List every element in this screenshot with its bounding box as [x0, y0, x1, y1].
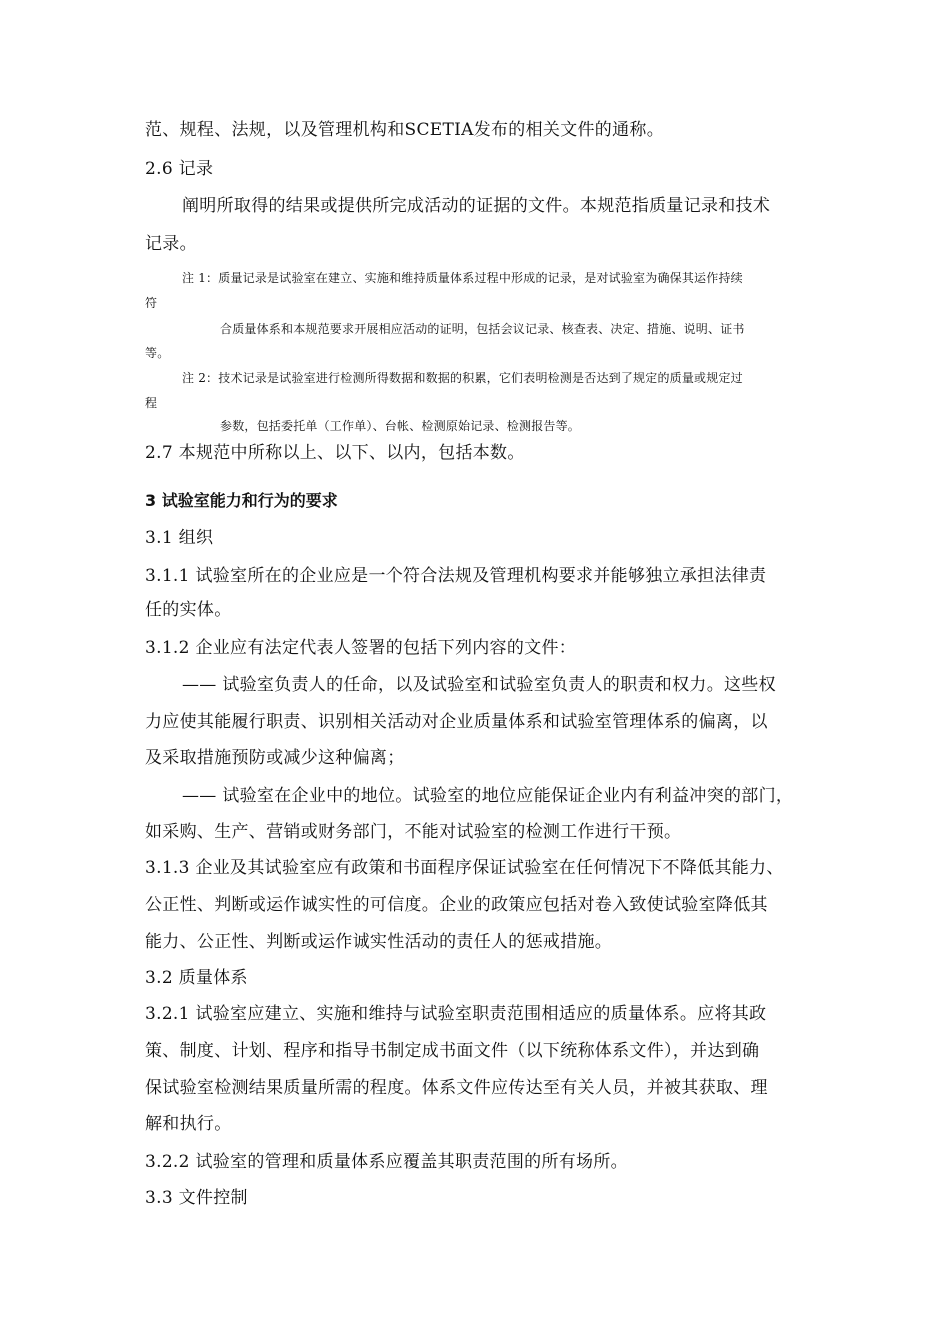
- note-line: 程: [145, 396, 158, 410]
- clause-line: 2.7 本规范中所称以上、以下、以内，包括本数。: [145, 443, 525, 463]
- text-line: 如采购、生产、营销或财务部门，不能对试验室的检测工作进行干预。: [145, 822, 682, 842]
- text-line: 任的实体。: [145, 600, 232, 620]
- note-line: 注 2：技术记录是试验室进行检测所得数据和数据的积累，它们表明检测是否达到了规定的质量或规定过: [182, 371, 743, 385]
- text-line: 阐明所取得的结果或提供所完成活动的证据的文件。本规范指质量记录和技术: [182, 196, 771, 216]
- text-line: 记录。: [145, 234, 197, 254]
- text-line: 3.1.3 企业及其试验室应有政策和书面程序保证试验室在任何情况下不降低其能力、: [145, 858, 784, 878]
- text-line: 及采取措施预防或减少这种偏离；: [145, 748, 405, 768]
- section-heading: 3 试验室能力和行为的要求: [145, 491, 338, 510]
- text-line: 保试验室检测结果质量所需的程度。体系文件应传达至有关人员，并被其获取、理: [145, 1078, 768, 1098]
- note-line: 符: [145, 296, 158, 310]
- note-line: 参数，包括委托单（工作单）、台帐、检测原始记录、检测报告等。: [220, 419, 581, 433]
- text-line: 3.1.2 企业应有法定代表人签署的包括下列内容的文件：: [145, 638, 577, 658]
- clause-heading: 3.2 质量体系: [145, 968, 248, 988]
- note-line: 等。: [145, 346, 170, 360]
- clause-heading: 2.6 记录: [145, 159, 214, 179]
- note-line: 注 1：质量记录是试验室在建立、实施和维持质量体系过程中形成的记录，是对试验室为确保其运作持续: [182, 271, 743, 285]
- text-line: 策、制度、计划、程序和指导书制定成书面文件（以下统称体系文件），并达到确: [145, 1041, 760, 1061]
- text-line: 解和执行。: [145, 1114, 232, 1134]
- note-line: 合质量体系和本规范要求开展相应活动的证明，包括会议记录、核查表、决定、措施、说明、证书: [220, 322, 745, 336]
- text-line: 3.2.2 试验室的管理和质量体系应覆盖其职责范围的所有场所。: [145, 1152, 628, 1172]
- text-line: 3.2.1 试验室应建立、实施和维持与试验室职责范围相适应的质量体系。应将其政: [145, 1004, 767, 1024]
- text-line: 能力、公正性、判断或运作诚实性活动的责任人的惩戒措施。: [145, 932, 613, 952]
- text-line: —— 试验室在企业中的地位。试验室的地位应能保证企业内有利益冲突的部门，: [182, 786, 794, 806]
- text-line: 3.1.1 试验室所在的企业应是一个符合法规及管理机构要求并能够独立承担法律责: [145, 566, 767, 586]
- text-line: 范、规程、法规，以及管理机构和SCETIA发布的相关文件的通称。: [145, 120, 664, 140]
- text-line: —— 试验室负责人的任命，以及试验室和试验室负责人的职责和权力。这些权: [182, 675, 776, 695]
- text-line: 力应使其能履行职责、识别相关活动对企业质量体系和试验室管理体系的偏离，以: [145, 712, 768, 732]
- text-line: 公正性、判断或运作诚实性的可信度。企业的政策应包括对卷入致使试验室降低其: [145, 895, 768, 915]
- clause-heading: 3.3 文件控制: [145, 1188, 248, 1208]
- clause-heading: 3.1 组织: [145, 528, 214, 548]
